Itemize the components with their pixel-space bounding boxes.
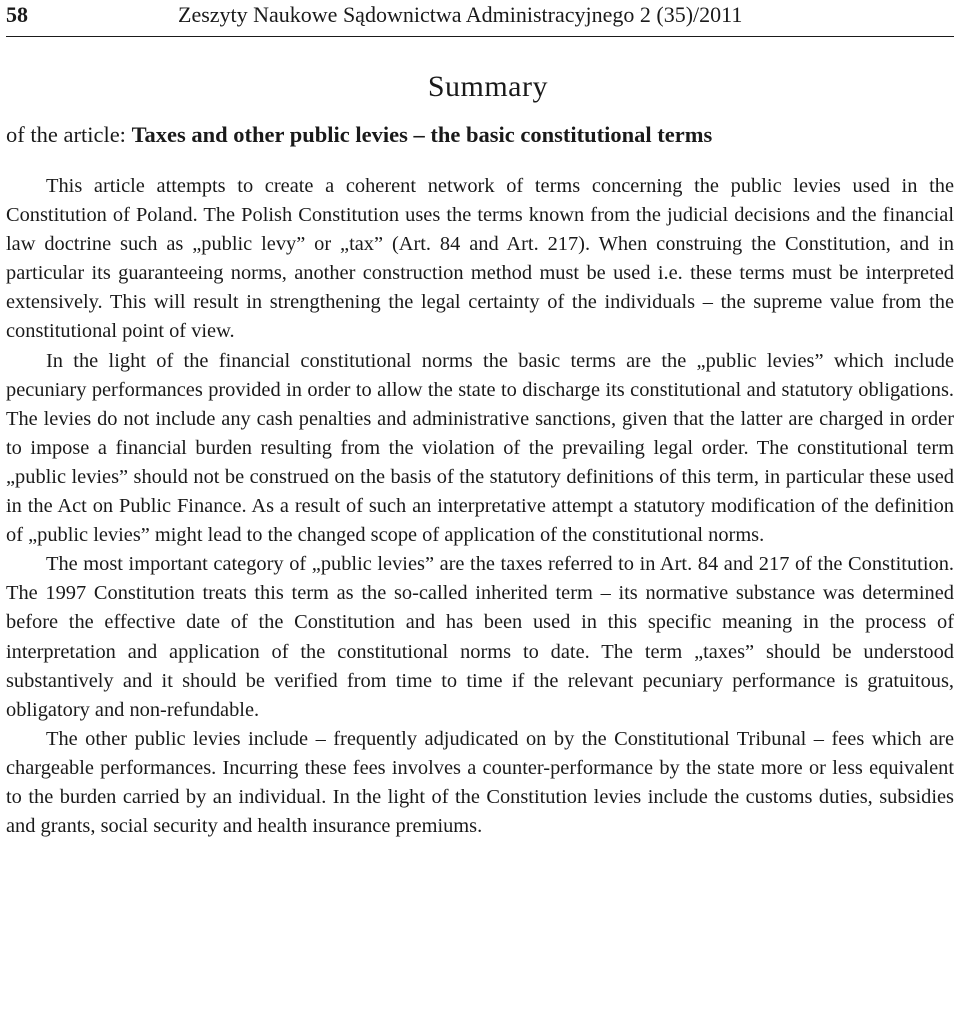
journal-title: Zeszyty Naukowe Sądownictwa Administracyjnego 2 (35)/2011 bbox=[178, 2, 743, 27]
paragraph-1: This article attempts to create a coherent network of terms concerning the public levies used in the Constitution of Poland. The Polish Constitution uses the terms known from the judicial decisions and the financial law doctrine such as „public levy” or „tax” (Art. 84 and Art. 217). When construing the Constitution, and in particular its guaranteeing norms, another construction method must be used i.e. these terms must be interpreted extensively. This will result in strengthening the legal certainty of the individuals – the supreme value from the constitutional point of view. bbox=[6, 175, 954, 343]
article-title: Taxes and other public levies – the basic constitutional terms bbox=[131, 122, 713, 147]
page-number: 58 bbox=[6, 2, 28, 27]
paragraph-4: The other public levies include – frequently adjudicated on by the Constitutional Tribunal – fees which are chargeable performances. Incurring these fees involves a counter-performance by the state more or less equivalent to the burden carried by an individual. In the light of the Constitution levies include the customs duties, subsidies and grants, social security and health insurance premiums. bbox=[6, 727, 954, 838]
paragraph-2: In the light of the financial constitutional norms the basic terms are the „public levies” which include pecuniary performances provided in order to allow the state to discharge its constitutional and statutory obligations. The levies do not include any cash penalties and administrative sanctions, given that the latter are charged in order to impose a financial burden resulting from the violation of the prevailing legal order. The constitutional term „public levies” should not be construed on the basis of the statutory definitions of this term, in particular these used in the Act on Public Finance. As a result of such an interpretative attempt a statutory modification of the definition of „public levies” might lead to the changed scope of application of the constitutional norms. bbox=[6, 349, 954, 547]
summary-body bbox=[6, 172, 954, 841]
summary-heading: Summary bbox=[427, 70, 548, 103]
article-prefix: of the article: bbox=[6, 122, 132, 147]
article-title-line bbox=[6, 121, 954, 149]
document-page bbox=[6, 0, 954, 841]
paragraph-3: The most important category of „public levies” are the taxes referred to in Art. 84 and 217 of the Constitution. The 1997 Constitution treats this term as the so-called inherited term – its normative substance was determined before the effective date of the Constitution and has been used in this specific meaning in the process of interpretation and application of the constitutional norms to date. The term „taxes” should be understood substantively and it should be verified from time to time if the relevant pecuniary performance is gratuitous, obligatory and non-refundable. bbox=[6, 553, 954, 721]
running-header bbox=[6, 0, 954, 37]
